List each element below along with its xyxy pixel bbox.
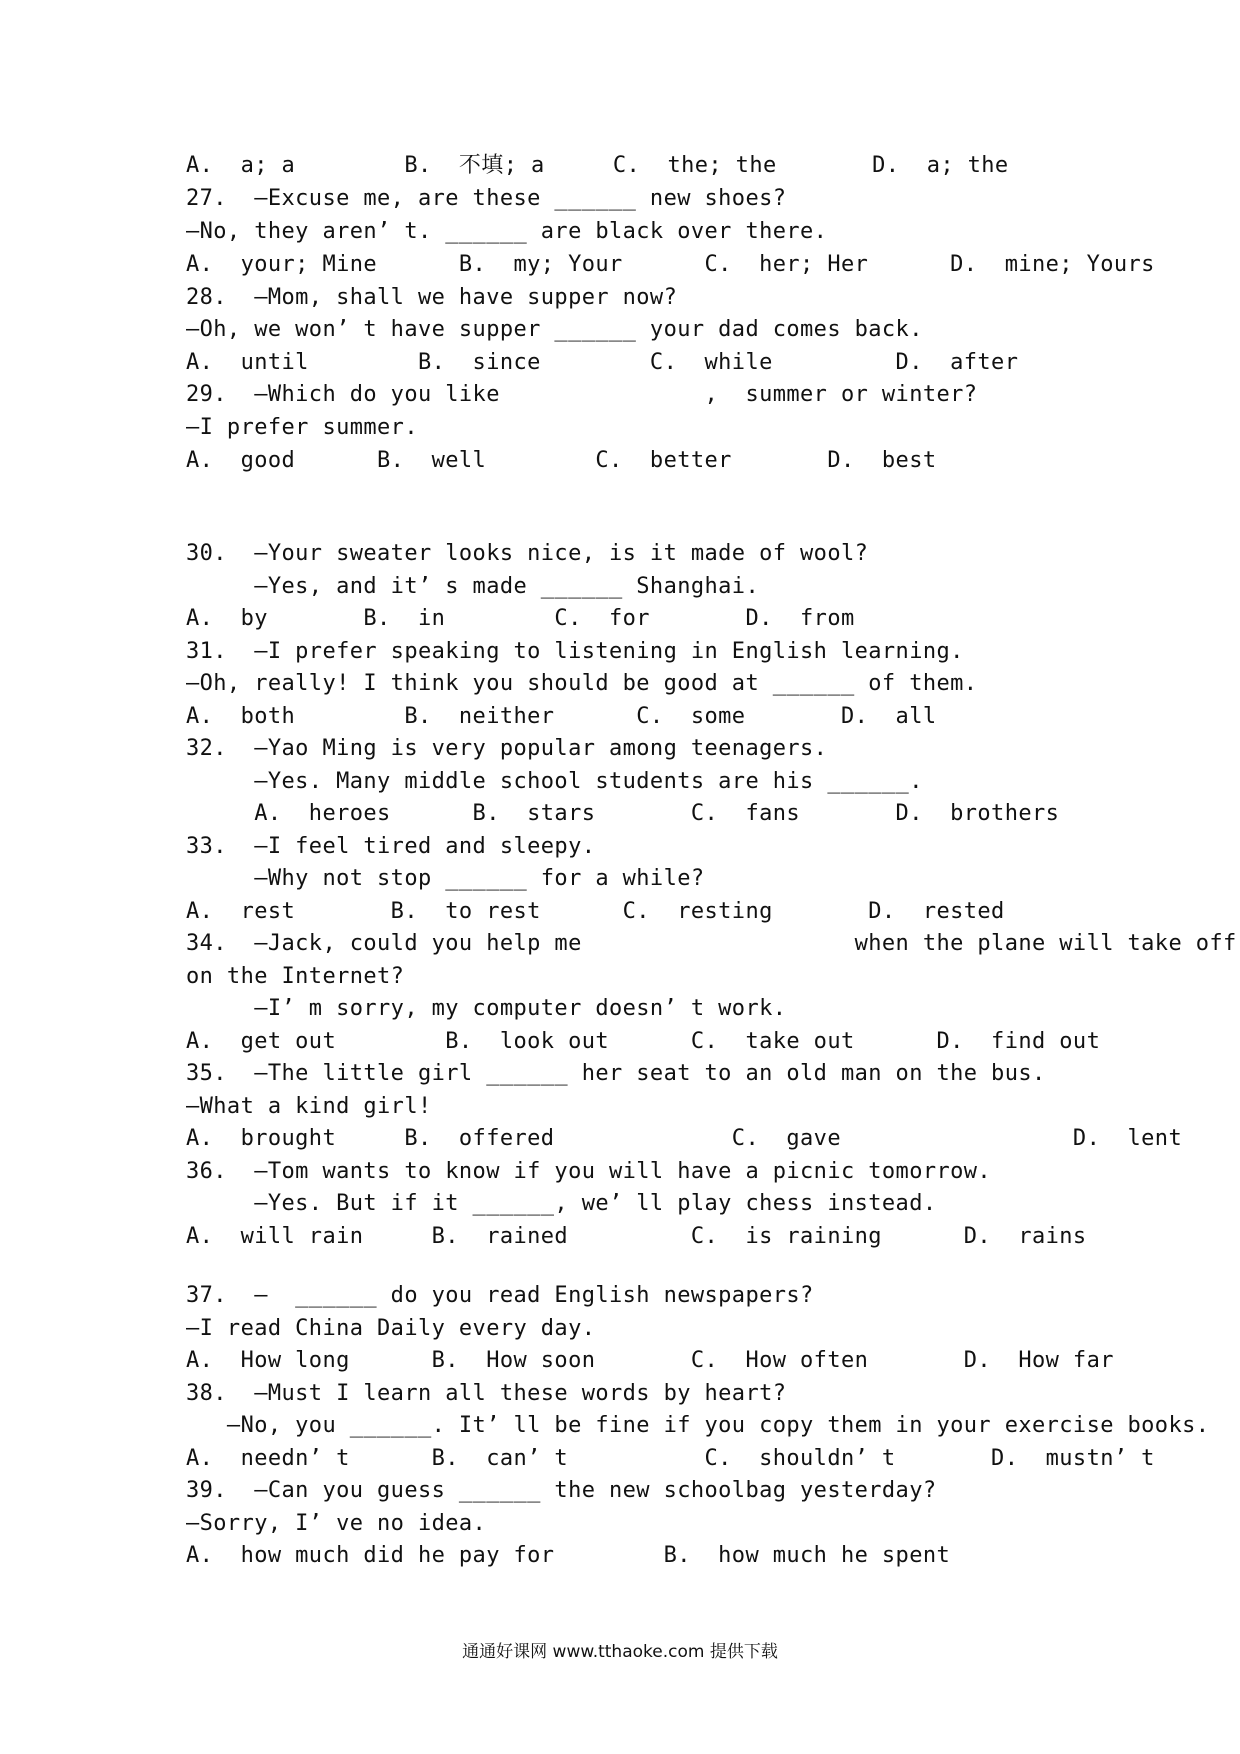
q37-question: 37. — ______ do you read English newspapers? [186,1283,814,1308]
q36-reply: —Yes. But if it ______, we’ ll play chess instead. [186,1191,937,1216]
q32-options: A. heroes B. stars C. fans D. brothers [186,801,1060,826]
q29-question: 29. —Which do you like , summer or winter? [186,382,978,407]
q27-options: A. your; Mine B. my; Your C. her; Her D. mine; Yours [186,252,1155,277]
q39-reply: —Sorry, I’ ve no idea. [186,1511,487,1536]
q34-question-cont: on the Internet? [186,964,405,989]
q27-reply: —No, they aren’ t. ______ are black over there. [186,219,828,244]
q35-reply: —What a kind girl! [186,1094,432,1119]
q34-question: 34. —Jack, could you help me when the plane will take off [186,931,1237,956]
q30-reply: —Yes, and it’ s made ______ Shanghai. [186,574,760,599]
q39-question: 39. —Can you guess ______ the new schoolbag yesterday? [186,1478,937,1503]
q37-options: A. How long B. How soon C. How often D. How far [186,1348,1114,1373]
q33-question: 33. —I feel tired and sleepy. [186,834,596,859]
q28-options: A. until B. since C. while D. after [186,350,1019,375]
q39-options: A. how much did he pay for B. how much he spent [186,1543,951,1568]
q33-reply: —Why not stop ______ for a while? [186,866,705,891]
q38-options: A. needn’ t B. can’ t C. shouldn’ t D. mustn’ t [186,1446,1155,1471]
q30-question: 30. —Your sweater looks nice, is it made of wool? [186,541,869,566]
q36-question: 36. —Tom wants to know if you will have a picnic tomorrow. [186,1159,992,1184]
q35-question: 35. —The little girl ______ her seat to an old man on the bus. [186,1061,1046,1086]
q31-reply: —Oh, really! I think you should be good at ______ of them. [186,671,978,696]
q38-question: 38. —Must I learn all these words by heart? [186,1381,787,1406]
q27-question: 27. —Excuse me, are these ______ new shoes? [186,186,787,211]
q32-reply: —Yes. Many middle school students are his ______. [186,769,923,794]
q34-reply: —I’ m sorry, my computer doesn’ t work. [186,996,787,1021]
q36-options: A. will rain B. rained C. is raining D. rains [186,1224,1087,1249]
q30-options: A. by B. in C. for D. from [186,606,855,631]
q28-question: 28. —Mom, shall we have supper now? [186,285,678,310]
page-footer: 通通好课网 www.tthaoke.com 提供下载 [462,1642,778,1662]
q31-options: A. both B. neither C. some D. all [186,704,937,729]
q31-question: 31. —I prefer speaking to listening in English learning. [186,639,964,664]
q33-options: A. rest B. to rest C. resting D. rested [186,899,1005,924]
q37-reply: —I read China Daily every day. [186,1316,596,1341]
q28-reply: —Oh, we won’ t have supper ______ your dad comes back. [186,317,923,342]
q29-options: A. good B. well C. better D. best [186,448,937,473]
q29-reply: —I prefer summer. [186,415,418,440]
q26-options: A. a; a B. 不填; a C. the; the D. a; the [186,153,1009,178]
q34-options: A. get out B. look out C. take out D. find out [186,1029,1101,1054]
q35-options: A. brought B. offered C. gave D. lent [186,1126,1183,1151]
q38-reply: —No, you ______. It’ ll be fine if you copy them in your exercise books. [186,1413,1210,1438]
q32-question: 32. —Yao Ming is very popular among teenagers. [186,736,828,761]
